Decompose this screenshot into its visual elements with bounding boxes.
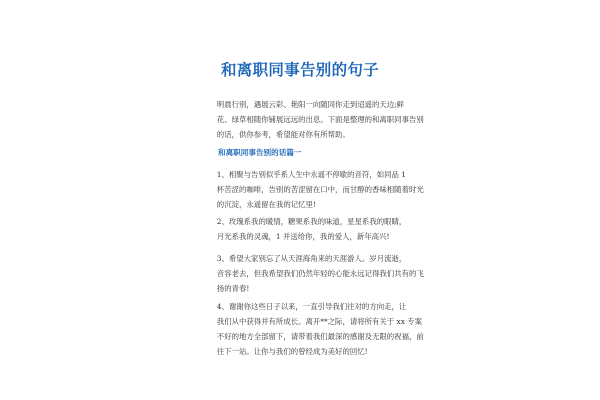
- paragraph-3: [202, 251, 424, 296]
- paragraph-line: 不好的地方全部留下，请带着我们最深的感谢及无限的祝福，前: [216, 332, 424, 341]
- paragraph-line: 我们从中获得并有所成长。离开**之际，请将所有关于 xx 专案: [216, 317, 422, 326]
- paragraph-line: 杯苦涩的咖啡，告别的苦涩留在口中，而甘醇的香味相随着时光: [216, 185, 424, 194]
- paragraph-line: 2、玫瑰系我的暖情，糖果系我的味道，星星系我的眼睛，: [216, 217, 407, 226]
- intro-line: 的话，供你参考，希望能对你有所帮助。: [216, 130, 350, 139]
- paragraph-line: 的沉淀，永遥留在我的记忆里!: [216, 200, 316, 209]
- paragraph-4: [202, 299, 424, 359]
- section-heading: 和离职同事告别的话篇一: [218, 148, 302, 157]
- paragraph-line: 月光系我的灵魂，1 并送给你，我的爱人，新年高兴!: [216, 232, 390, 241]
- paragraph-line: 3、希望大家别忘了从天涯海角来的天涯游人。岁月流逝，: [216, 254, 407, 263]
- paragraph-line: 往下一站。让你与我们的曾经成为美好的回忆!: [216, 347, 368, 356]
- paragraph-2: [202, 214, 407, 244]
- intro-paragraph: [202, 97, 424, 142]
- document-title: 和离职同事告别的句子: [220, 61, 379, 79]
- paragraph-line: 1、相聚与告别似乎系人生中永遥不停歇的音符，如同品 1: [216, 170, 406, 179]
- paragraph-line: 音容老去，但我希望我们仍然年轻的心能永远记得我们共有的飞: [216, 269, 424, 278]
- intro-line: 明晨行别，遇展云彩、艳阳一向随同你走到迢遥的天边;鲜: [216, 100, 405, 109]
- intro-line: 花、绿草相随你铺展远远的出息。下面是整理的和离职同事告别: [216, 115, 424, 124]
- paragraph-line: 扬的青春!: [216, 284, 250, 293]
- paragraph-1: [202, 167, 424, 212]
- paragraph-line: 4、谢谢你这些日子以来，一直引导我们往对的方向走，让: [216, 302, 407, 311]
